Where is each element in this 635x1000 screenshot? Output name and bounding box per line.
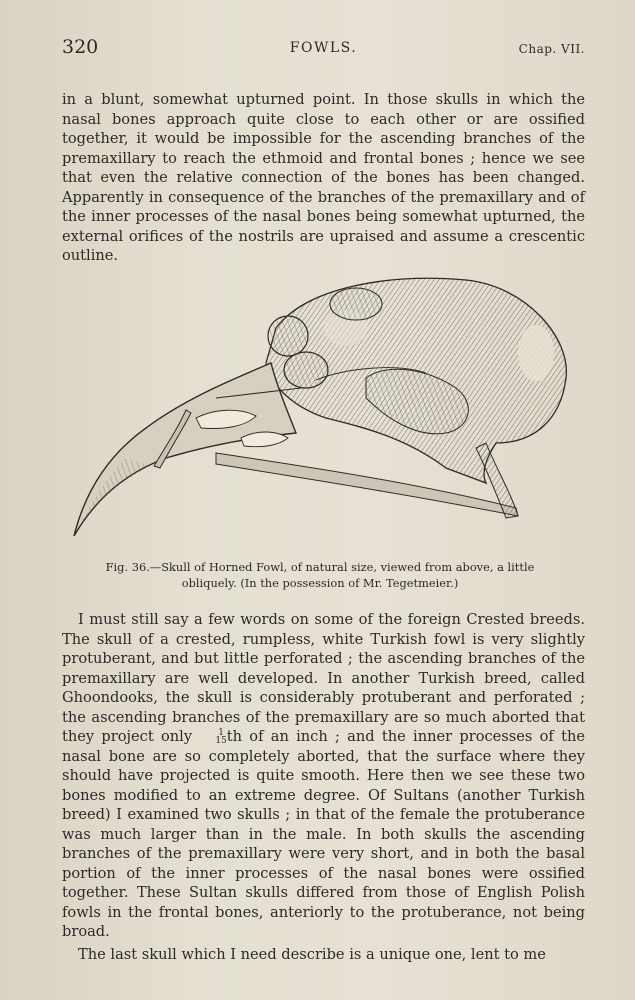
fraction-numerator: 1 [218,728,224,738]
fraction [199,729,226,745]
chapter-label: Chap. VII. [518,42,585,56]
skull-protuberance [330,288,382,320]
skull-protuberance [268,316,308,356]
skull-illustration [66,268,576,550]
running-title: FOWLS. [289,40,358,56]
paragraph-nasal-bones: in a blunt, somewhat upturned point. In those skulls in which the nasal bones approach quite close to each other or are ossified together, it would be impossible for the ascending branches of the premaxillary to reach the ethmoid and frontal bones ; hence we see that even the relative connection of the bones has been changed. Apparently in consequence of the branches of the premaxillary and of the inner processes of the nasal bones being somewhat upturned, the external orifices of the nostrils are upraised and assume a crescentic outline. [62,91,585,264]
running-header [62,36,585,60]
paragraph-crested-breeds [62,610,585,942]
paragraph-text: th of an inch ; and the inner processes of the nasal bone are so completely aborted, that the surface where they should have projected is quite smooth. Here then we see these two bones modified to an extreme degree. Of Sultans (another Turkish breed) I examined two skulls ; in that of the female the protuberance was much larger than in the male. In both skulls the ascending branches of the premaxillary were very short, and in both the basal portion of the inner processes of the nasal bones were ossified together. These Sultan skulls differed from those of English Polish fowls in the frontal bones, anteriorly to the protuberance, not being broad. [62,728,585,940]
cranium-highlight [518,325,554,381]
page-number: 320 [62,36,99,58]
skull-protuberance [284,352,328,388]
fraction-denominator: 15 [215,736,227,746]
upper-beak [74,363,296,536]
paragraph-text: I must still say a few words on some of the foreign Crested breeds. The skull of a crested, rumpless, white Turkish fowl is very slightly protuberant, and but little perforated ; the ascending branches of the premaxillary are well developed. In another Turkish breed, called Ghoondooks, the skull is considerably protuberant and perforated ; the ascending branches of the premaxillary are so much aborted that they project only [62,611,585,745]
figure-caption: Fig. 36.—Skull of Horned Fowl, of natural size, viewed from above, a little obliquely. (In the possession of Mr. Tegetmeier.) [105,560,535,590]
paragraph-last-skull: The last skull which I need describe is a unique one, lent to me [78,946,546,963]
